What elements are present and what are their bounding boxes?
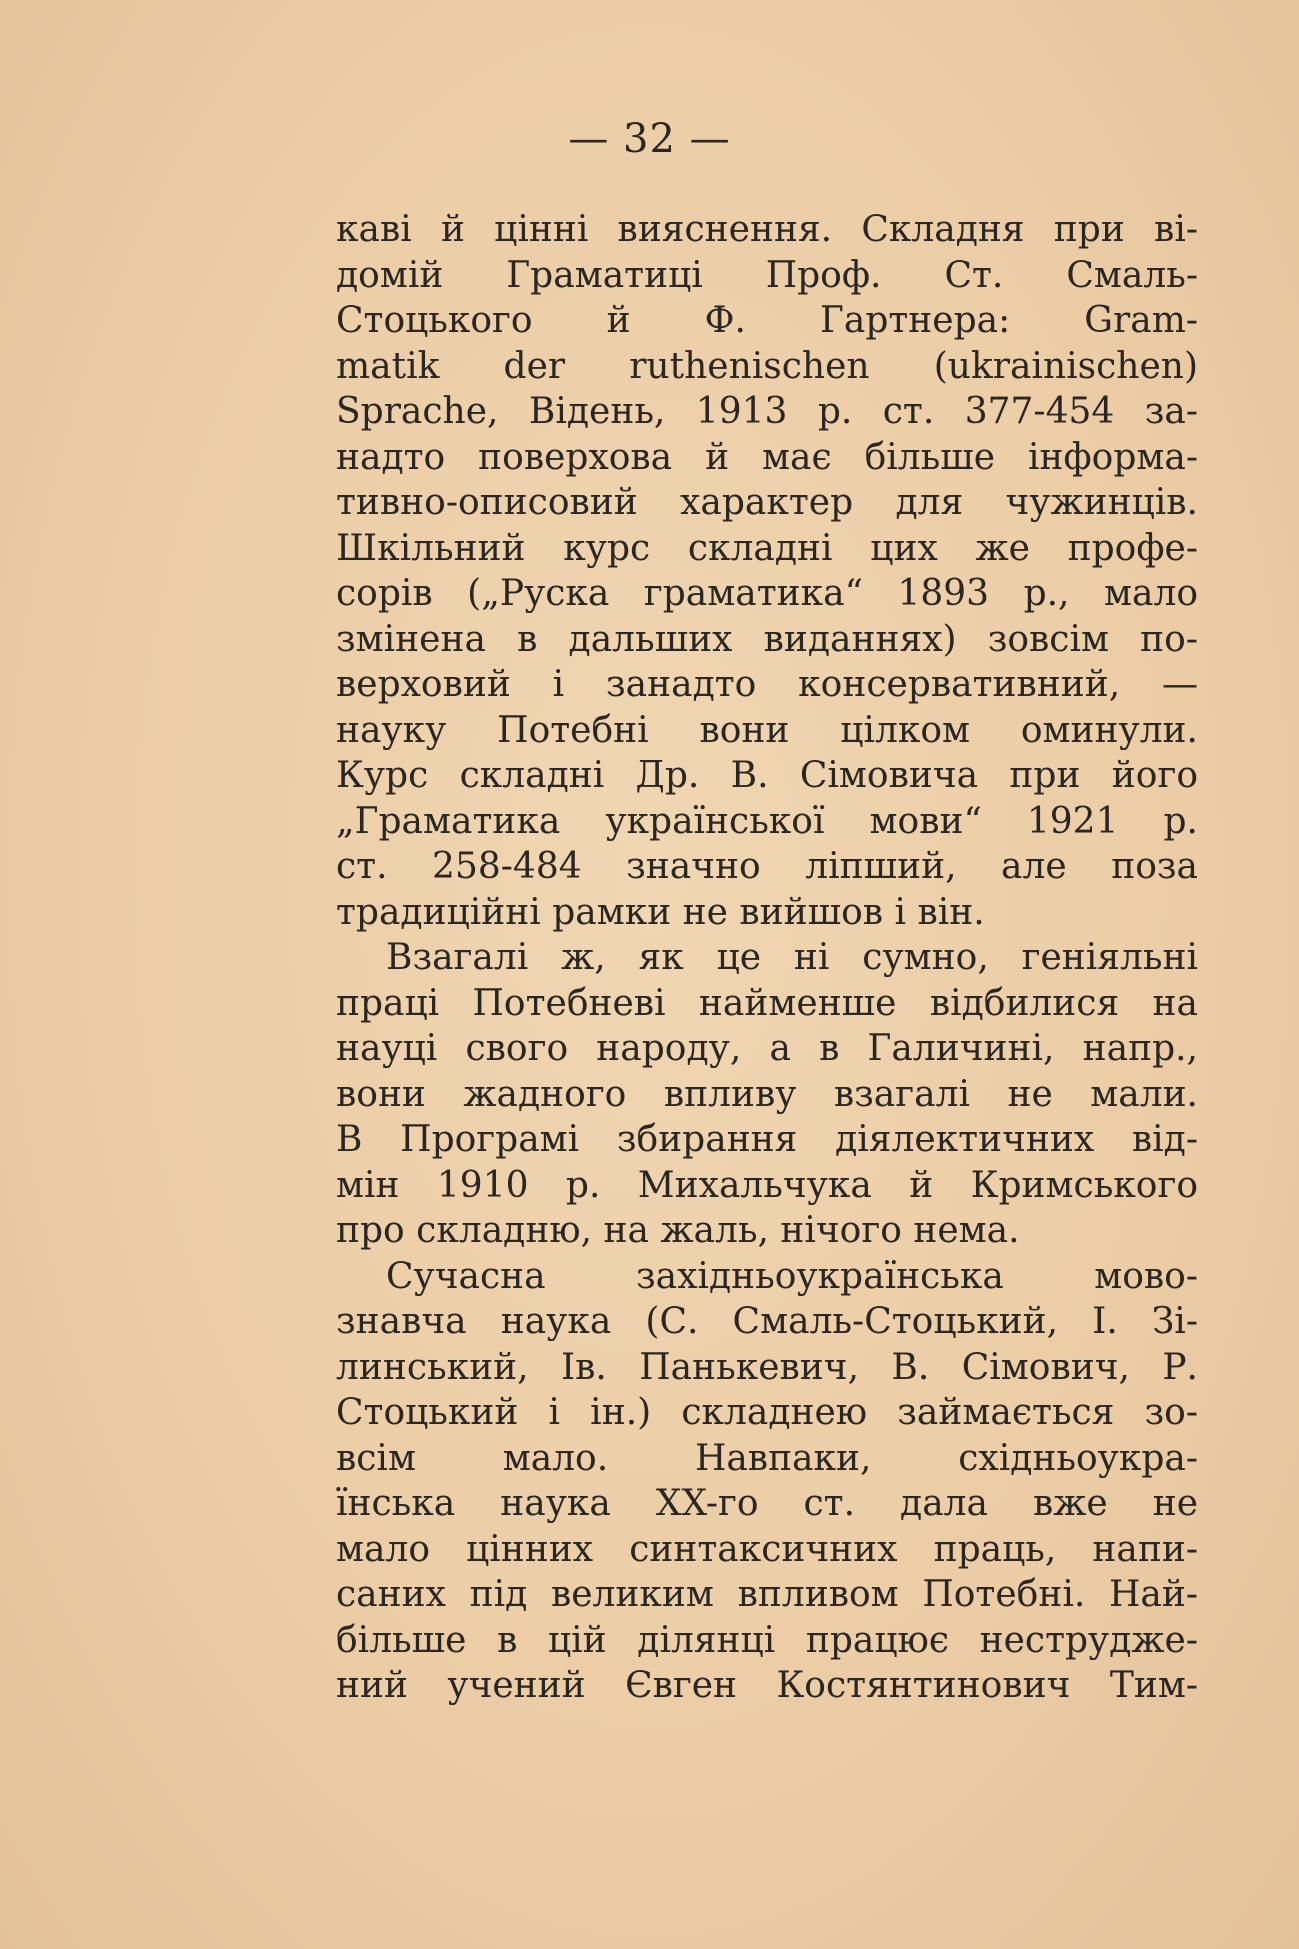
text-line: Шкільний курс складні цих же профе-	[336, 527, 1198, 569]
text-line: ний учений Євген Костянтинович Тим-	[336, 1665, 1198, 1706]
text-line: Стоцького й Ф. Гартнера: Gram-	[336, 300, 1198, 341]
text-line: мін 1910 р. Михальчука й Кримського	[336, 1164, 1198, 1206]
text-line: сорів („Руска граматика“ 1893 р., мало	[336, 573, 1198, 614]
text-line: В Програмі збирання діялектичних від-	[336, 1119, 1198, 1160]
text-line: линський, Ів. Панькевич, В. Сімович, Р.	[336, 1346, 1198, 1388]
text-line: Sprache, Відень, 1913 р. ст. 377-454 за-	[336, 391, 1198, 432]
paragraph-first-line: Сучасна західньоукраїнська мово-	[386, 1255, 1198, 1297]
text-line: змінена в дальших виданнях) зовсім по-	[336, 618, 1198, 660]
text-line: домій Граматиці Проф. Ст. Смаль-	[336, 254, 1198, 296]
text-line: традиційні рамки не вийшов і він.	[336, 891, 985, 933]
text-line: вони жадного впливу взагалі не мали.	[336, 1073, 1198, 1115]
text-line: науці свого народу, а в Галичині, напр.,	[336, 1028, 1198, 1069]
text-line: знавча наука (С. Смаль-Стоцький, І. Зі-	[336, 1301, 1198, 1342]
text-line: верховий і занадто консервативний, —	[336, 664, 1198, 705]
text-line: науку Потебні вони цілком оминули.	[336, 709, 1198, 751]
text-line: більше в цій ділянці працює неструдже-	[336, 1619, 1198, 1661]
text-line: їнська наука XX-го ст. дала вже не	[336, 1483, 1198, 1524]
text-line: каві й цінні вияснення. Складня при ві-	[336, 209, 1198, 250]
text-line: праці Потебневі найменше відбилися на	[336, 982, 1198, 1024]
text-line: „Граматика української мови“ 1921 р.	[336, 800, 1198, 842]
body-text	[336, 207, 1198, 1709]
page-number: — 32 —	[568, 116, 731, 162]
text-line: matik der ruthenischen (ukrainischen)	[336, 345, 1198, 387]
text-line: ст. 258-484 значно ліпший, але поза	[336, 846, 1198, 887]
text-line: про складню, на жаль, нічого нема.	[336, 1210, 1020, 1251]
text-line: всім мало. Навпаки, східньоукра-	[336, 1437, 1198, 1479]
text-line: тивно-описовий характер для чужинців.	[336, 482, 1198, 523]
text-line: Стоцький і ін.) складнею займається зо-	[336, 1392, 1198, 1433]
paragraph-first-line: Взагалі ж, як це ні сумно, геніяльні	[386, 937, 1198, 978]
text-line: надто поверхова й має більше інформа-	[336, 436, 1198, 478]
text-line: саних під великим впливом Потебні. Най-	[336, 1574, 1198, 1615]
text-line: Курс складні Др. В. Сімовича при його	[336, 755, 1198, 796]
text-line: мало цінних синтаксичних праць, напи-	[336, 1528, 1198, 1570]
